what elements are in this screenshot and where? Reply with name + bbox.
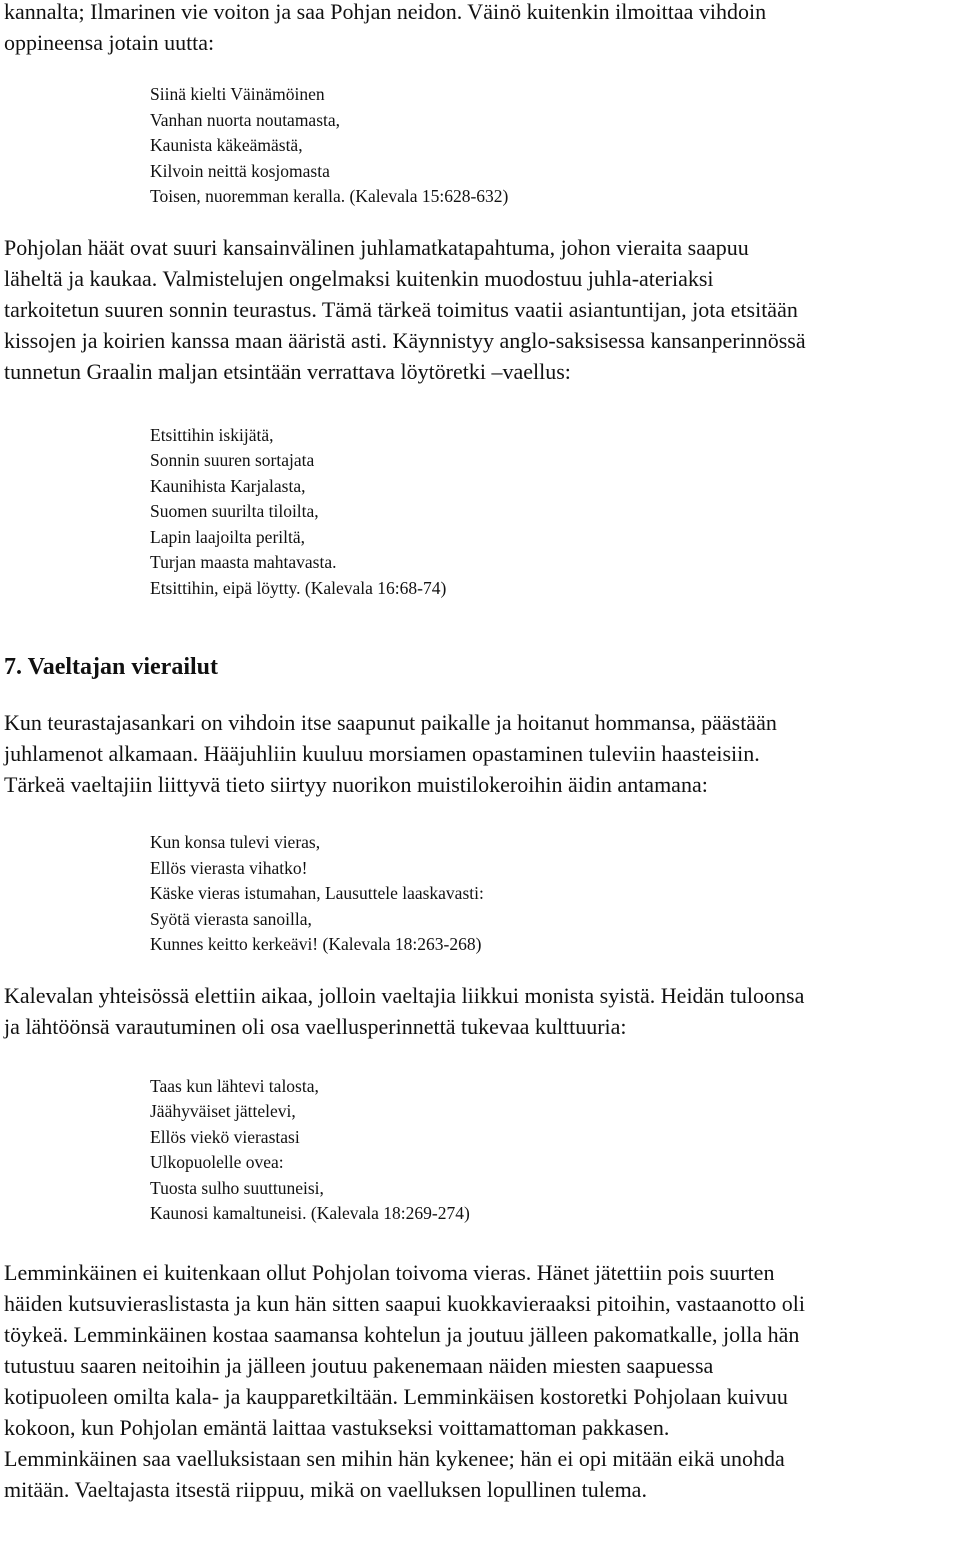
poem-quote [150, 423, 956, 602]
poem-line: Taas kun lähtevi talosta, [150, 1075, 319, 1096]
text-line: tarkoitetun suuren sonnin teurastus. Tämä tärkeä toimitus vaatii asiantuntijan, jota etsitään [4, 296, 798, 322]
text-line: tunnetun Graalin maljan etsintään verrattava löytöretki –vaellus: [4, 358, 571, 384]
poem-line: Tuosta sulho suuttuneisi, [150, 1177, 324, 1198]
poem-line: Turjan maasta mahtavasta. [150, 552, 337, 572]
poem-quote [150, 830, 956, 958]
intro-paragraph [4, 0, 956, 58]
poem-line: Siinä kielti Väinämöinen [150, 84, 325, 104]
section-heading: 7. Vaeltajan vierailut [4, 654, 218, 680]
poem-line: Sonnin suuren sortajata [150, 450, 315, 470]
text-line: Lemminkäinen saa vaelluksistaan sen mihin hän kykenee; hän ei opi mitään eikä unohda [4, 1445, 785, 1471]
poem-line: Jäähyväiset jättelevi, [150, 1101, 296, 1121]
text-line: mitään. Vaeltajasta itsestä riippuu, mikä on vaelluksen lopullinen tulema. [4, 1476, 647, 1502]
poem-line: Syötä vierasta sanoilla, [150, 908, 312, 929]
poem-line: Käske vieras istumahan, Lausuttele laaskavasti: [150, 883, 484, 903]
text-line: Lemminkäinen ei kuitenkaan ollut Pohjolan toivoma vieras. Hänet jätettiin pois suurten [4, 1259, 775, 1285]
text-line: kannalta; Ilmarinen vie voiton ja saa Pohjan neidon. Väinö kuitenkin ilmoittaa vihdoin [4, 0, 767, 24]
poem-line: Suomen suurilta tiloilta, [150, 501, 319, 521]
poem-quote [150, 82, 956, 210]
poem-line: Vanhan nuorta noutamasta, [150, 109, 341, 130]
text-line: ja lähtöönsä varautuminen oli osa vaellusperinnettä tukevaa kulttuuria: [4, 1013, 627, 1039]
poem-line: Kaunosi kamaltuneisi. (Kalevala 18:269-274) [150, 1203, 470, 1223]
poem-line: Etsittihin iskijätä, [150, 424, 274, 445]
poem-line: Kaunista käkeämästä, [150, 135, 303, 155]
body-paragraph [4, 232, 956, 387]
poem-line: Ellös viekö vierastasi [150, 1126, 300, 1147]
poem-line: Kaunihista Karjalasta, [150, 475, 306, 496]
text-line: tutustuu saaren neitoihin ja jälleen joutuu pakenemaan näiden miesten saapuessa [4, 1352, 714, 1378]
poem-line: Kunnes keitto kerkeävi! (Kalevala 18:263-268) [150, 934, 482, 954]
text-line: kotipuoleen omilta kala- ja kaupparetkiltään. Lemminkäisen kostoretki Pohjolaan kuivuu [4, 1383, 788, 1409]
poem-line: Kilvoin neittä kosjomasta [150, 160, 330, 181]
poem-line: Etsittihin, eipä löytty. (Kalevala 16:68-74) [150, 577, 447, 598]
body-paragraph [4, 980, 956, 1042]
text-line: oppineensa jotain uutta: [4, 30, 215, 55]
poem-quote [150, 1074, 956, 1227]
text-line: Tärkeä vaeltajiin liittyvä tieto siirtyy nuorikon muistilokeroihin äidin antamana: [4, 772, 708, 797]
poem-line: Ellös vierasta vihatko! [150, 857, 308, 878]
text-line: läheltä ja kaukaa. Valmistelujen ongelmaksi kuitenkin muodostuu juhla-ateriaksi [4, 265, 714, 291]
text-line: Pohjolan häät ovat suuri kansainvälinen juhlamatkatapahtuma, johon vieraita saapuu [4, 234, 749, 260]
text-line: Kun teurastajasankari on vihdoin itse saapunut paikalle ja hoitanut hommansa, päästään [4, 710, 777, 735]
body-paragraph [4, 1257, 956, 1505]
text-line: kokoon, kun Pohjolan emäntä laittaa vastukseksi voittamattoman pakkasen. [4, 1414, 670, 1440]
body-paragraph [4, 707, 956, 800]
poem-line: Ulkopuolelle ovea: [150, 1152, 284, 1172]
text-line: juhlamenot alkamaan. Hääjuhliin kuuluu morsiamen opastaminen tuleviin haasteisiin. [4, 741, 760, 766]
poem-line: Kun konsa tulevi vieras, [150, 832, 321, 852]
text-line: häiden kutsuvieraslistasta ja kun hän sitten saapui kuokkavieraaksi pitoihin, vastaanotto oli [4, 1290, 805, 1316]
text-line: kissojen ja koirien kanssa maan ääristä asti. Käynnistyy anglo-saksisessa kansanperinnössä [4, 327, 806, 353]
text-line: töykeä. Lemminkäinen kostaa saamansa kohtelun ja joutuu jälleen pakomatkalle, jolla hän [4, 1321, 800, 1347]
poem-line: Lapin laajoilta periltä, [150, 526, 306, 547]
poem-line: Toisen, nuoremman keralla. (Kalevala 15:628-632) [150, 186, 509, 206]
text-line: Kalevalan yhteisössä elettiin aikaa, jolloin vaeltajia liikkui monista syistä. Heidän tuloonsa [4, 982, 805, 1008]
